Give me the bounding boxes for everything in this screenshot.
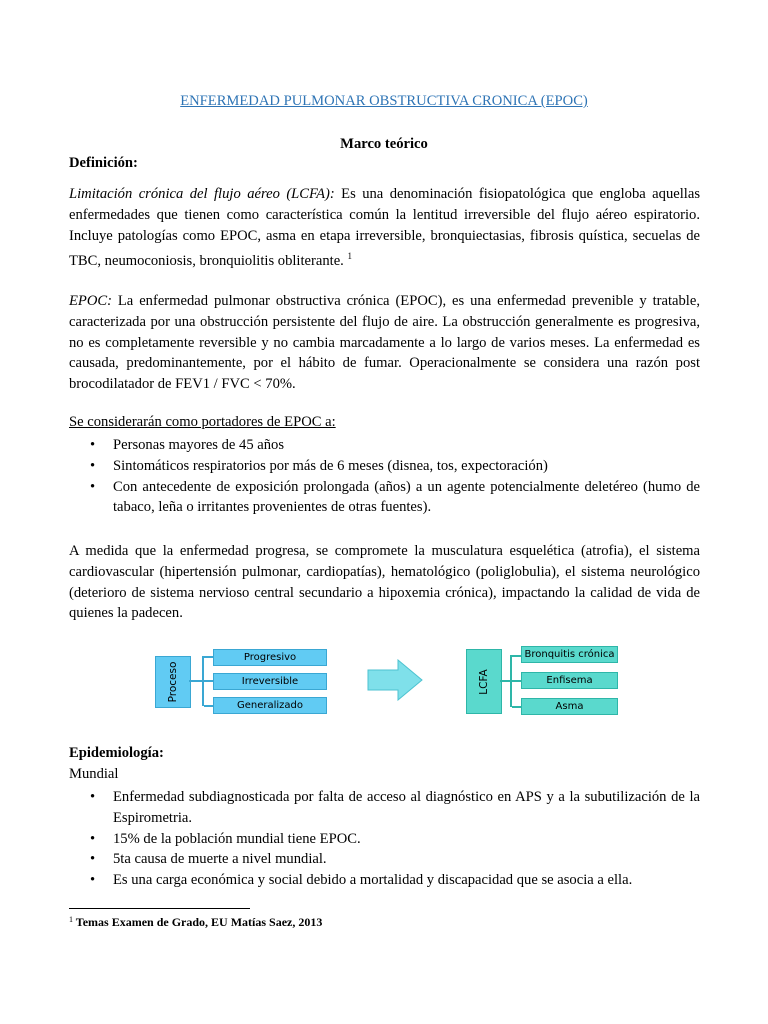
lcfa-text: Es una denominación fisiopatológica que engloba aquellas enfermedades que tienen como característica común la lentitud irreversible del flujo aéreo espiratorio. Incluye patologías como EPOC, asma en etapa irreversible, bronquiectasias, fibrosis quística, secuelas de TBC, neumoconiosis, bronquiolitis obliterante. — [69, 186, 700, 270]
portadores-list — [69, 435, 700, 518]
right-arrow-icon — [367, 659, 423, 701]
footnote-reference: 1 — [347, 251, 352, 262]
mundial-subheading: Mundial — [69, 766, 119, 782]
list-item: • 15% de la población mundial tiene EPOC. — [90, 830, 361, 847]
progresivo-box: Progresivo — [213, 649, 327, 666]
list-item: • Es una carga económica y social debido a mortalidad y discapacidad que se asocia a ella. — [90, 872, 633, 889]
portadores-heading: Se considerarán como portadores de EPOC a: — [69, 414, 336, 430]
footnote-text: Temas Examen de Grado, EU Matías Saez, 2013 — [75, 915, 323, 929]
definicion-heading: Definición: — [69, 155, 138, 171]
proceso-label: Proceso — [167, 661, 179, 703]
connector — [500, 680, 510, 682]
epidemiologia-heading: Epidemiología: — [69, 745, 164, 761]
epoc-last-line: razón post brocodilatador de FEV1 / FVC < 70%. — [69, 355, 700, 393]
progresion-last-line: calidad de vida de quienes la padecen. — [69, 584, 700, 622]
lcfa-box — [466, 649, 502, 714]
section-subtitle: Marco teórico — [340, 136, 428, 152]
footnote-number: 1 — [69, 915, 73, 924]
footnote — [69, 915, 322, 930]
lcfa-term: Limitación crónica del flujo aéreo (LCFA): — [69, 186, 335, 202]
connector — [189, 680, 202, 682]
document-title: ENFERMEDAD PULMONAR OBSTRUCTIVA CRONICA (EPOC) — [180, 93, 588, 109]
epoc-text: La enfermedad pulmonar obstructiva crónica (EPOC), es una enfermedad prevenible y tratable, caracterizada por una obstrucción persistente del flujo de aire. La obstrucción generalmente es progresiva, no es completamente reversible y no cambia marcadamente a lo largo de varios meses. La enfermedad es causada, predominantemente, por el hábito de fumar. Operacionalmente se considera una — [69, 293, 700, 372]
bronquitis-box: Bronquitis crónica — [521, 646, 618, 663]
epoc-term: EPOC: — [69, 293, 112, 309]
list-item: • Enfermedad subdiagnosticada por falta de acceso al diagnóstico en APS y a la subutilización de la Espirometria. — [90, 789, 700, 826]
progresion-paragraph — [69, 541, 700, 624]
epidemiologia-list — [69, 787, 700, 891]
epoc-paragraph — [69, 291, 700, 395]
lcfa-label: LCFA — [478, 668, 490, 695]
lcfa-paragraph — [69, 184, 700, 272]
list-item: • Sintomáticos respiratorios por más de 6 meses (disnea, tos, expectoración) — [90, 457, 548, 474]
list-item: • Personas mayores de 45 años — [90, 437, 285, 453]
proceso-box — [155, 656, 191, 708]
enfisema-box: Enfisema — [521, 672, 618, 689]
list-item: • Con antecedente de exposición prolongada (años) a un agente potencialmente deletéreo (humo de tabaco, leña o irritantes provenientes de otras fuentes). — [90, 478, 700, 516]
irreversible-box: Irreversible — [213, 673, 327, 690]
generalizado-box: Generalizado — [213, 697, 327, 714]
lcfa-process-diagram — [155, 642, 620, 722]
asma-box: Asma — [521, 698, 618, 715]
progresion-text: A medida que la enfermedad progresa, se compromete la musculatura esquelética (atrofia), el sistema cardiovascular (hipertensión pulmonar, cardiopatías), hematológico (poliglobulia), el sistema neurológico (deterioro de sistema nervioso central secundario a hipoxemia crónica), impactando la — [69, 543, 700, 601]
list-item: • 5ta causa de muerte a nivel mundial. — [90, 851, 327, 868]
footnote-divider — [69, 908, 250, 909]
